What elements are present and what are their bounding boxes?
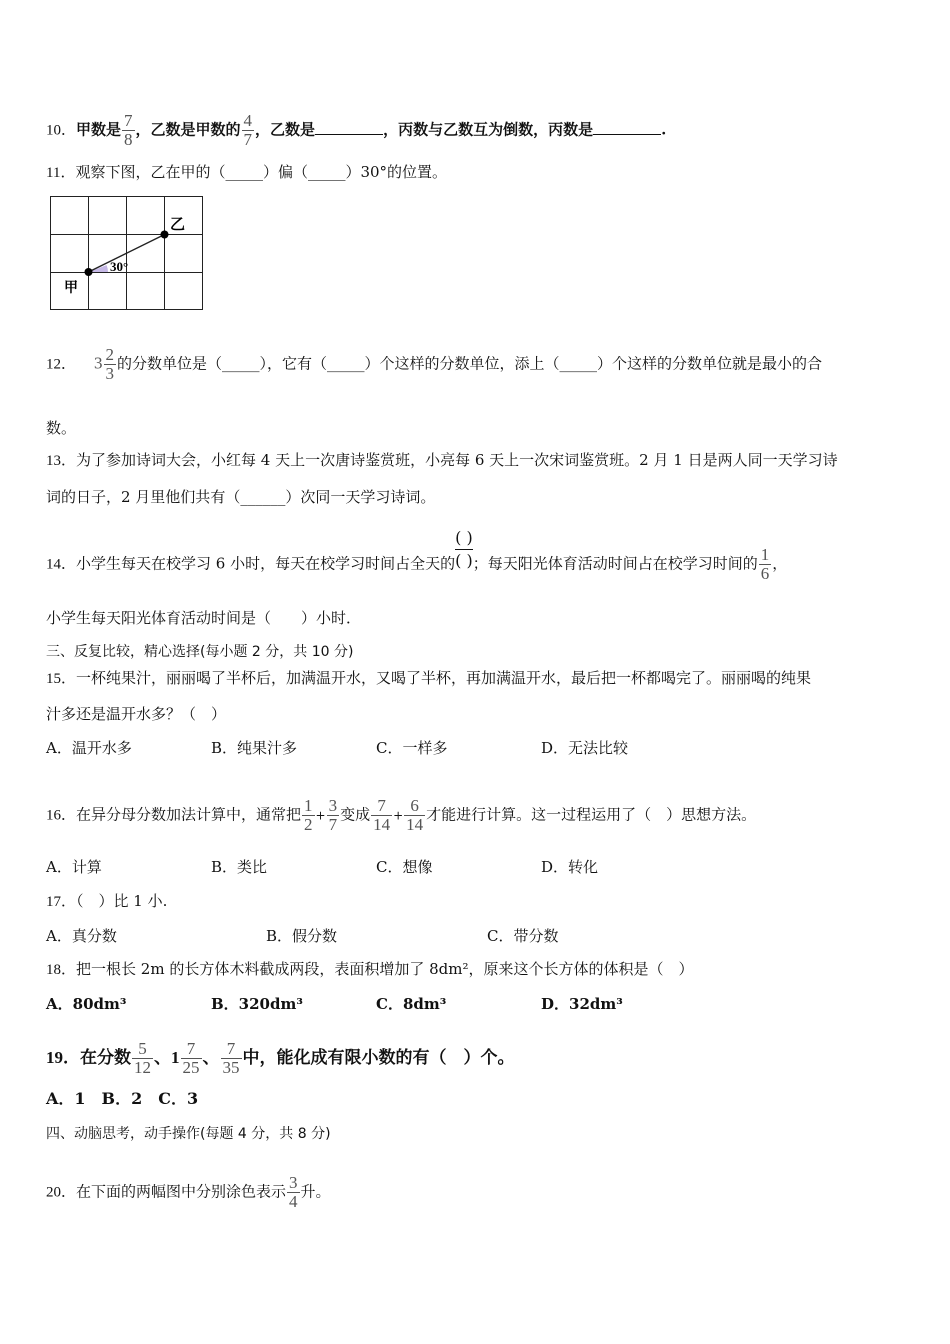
- q13-line2: 词的日子，2 月里他们共有（______）次同一天学习诗词。: [46, 488, 436, 506]
- fraction-7-14: $\frac{7}{14}$: [373, 796, 391, 834]
- question-number: 20．: [46, 1184, 77, 1201]
- question-11: [46, 162, 447, 183]
- q12-continuation: [46, 418, 76, 438]
- point-jia: [85, 268, 93, 276]
- question-18: [46, 959, 693, 980]
- q19-text-1: 在分数: [80, 1048, 131, 1068]
- question-19: [46, 1040, 515, 1077]
- q10-text-4: ，丙数与乙数互为倒数，丙数是: [383, 120, 594, 139]
- fraction-blank: [455, 527, 473, 572]
- question-number: 12．: [46, 356, 77, 373]
- plus-sign: +: [315, 808, 326, 823]
- question-15-line2: [46, 704, 226, 724]
- option-c[interactable]: C．带分数: [487, 927, 559, 945]
- option-c[interactable]: C．一样多: [376, 739, 448, 757]
- plus-sign: +: [393, 808, 404, 823]
- q20-text-1: 在下面的两幅图中分别涂色表示: [76, 1182, 287, 1201]
- question-14-line2: [46, 608, 361, 628]
- option-d[interactable]: D．转化: [541, 858, 599, 876]
- q14-line2: 小学生每天阳光体育活动时间是（ ）小时．: [46, 609, 362, 627]
- fraction-1-2: $\frac{1}{2}$: [304, 796, 313, 834]
- question-number: 11．: [46, 165, 76, 181]
- grid-svg: [50, 196, 203, 310]
- separator: 、: [202, 1048, 220, 1068]
- question-number: 10．: [46, 122, 77, 139]
- option-b[interactable]: B．320dm³: [211, 995, 303, 1013]
- option-a[interactable]: A．真分数: [46, 927, 117, 945]
- question-number: 15．: [46, 671, 77, 687]
- q10-text-3: ，乙数是: [255, 120, 316, 139]
- question-12: [46, 346, 822, 383]
- label-yi: 乙: [170, 215, 186, 233]
- question-number: 14．: [46, 556, 77, 573]
- option-d[interactable]: D．32dm³: [541, 995, 623, 1013]
- answer-blank[interactable]: [315, 120, 383, 135]
- label-jia: 甲: [64, 280, 78, 296]
- q10-text-5: .: [661, 120, 667, 139]
- q19-text-2: 中，能化成有限小数的有（ ）个。: [242, 1048, 515, 1068]
- option-b[interactable]: B．假分数: [266, 927, 338, 945]
- question-17: [46, 891, 167, 912]
- question-number: 13．: [46, 453, 77, 469]
- section-3-heading: [46, 642, 353, 662]
- option-c[interactable]: C．想像: [376, 858, 433, 876]
- question-10: [46, 112, 666, 149]
- q10-text-2: ，乙数是甲数的: [135, 120, 241, 139]
- q15-line1: 一杯纯果汁，丽丽喝了半杯后，加满温开水，又喝了半杯，再加满温开水，最后把一杯都喝完了。丽丽喝的纯果: [76, 669, 812, 687]
- q12-cont-text: 数。: [46, 419, 77, 437]
- denominator-blank[interactable]: ( ): [455, 551, 473, 570]
- option-c[interactable]: C．8dm³: [376, 995, 447, 1013]
- question-number: 18．: [46, 962, 77, 978]
- fraction-4-7: $\frac{4}{7}$: [243, 111, 253, 149]
- fraction-2-3: $\frac{2}{3}$: [105, 345, 115, 383]
- option-d[interactable]: D．无法比较: [541, 739, 629, 757]
- section-4-heading: [46, 1124, 331, 1144]
- angle-label: 30°: [110, 259, 129, 274]
- fraction-7-25: $\frac{7}{25}$: [182, 1039, 200, 1077]
- question-13: [46, 450, 838, 471]
- section-4-title: 四、动脑思考，动手操作(每题 4 分，共 8 分): [46, 1126, 331, 1142]
- option-a[interactable]: A．温开水多: [46, 739, 132, 757]
- question-14: [46, 528, 788, 583]
- point-yi: [161, 231, 169, 239]
- answer-blank[interactable]: [593, 120, 661, 135]
- direction-grid-figure: [50, 196, 203, 310]
- question-15: [46, 668, 811, 689]
- q18-text: 把一根长 2m 的长方体木料截成两段，表面积增加了 8dm²，原来这个长方体的体积是（ ）: [76, 960, 694, 978]
- question-20: [46, 1174, 331, 1211]
- fraction-3-4: $\frac{3}{4}$: [289, 1173, 298, 1211]
- option-b[interactable]: B．纯果汁多: [211, 739, 298, 757]
- numerator-blank[interactable]: ( ): [455, 528, 473, 547]
- option-a[interactable]: A．80dm³: [46, 995, 127, 1013]
- q16-text-3: 才能进行计算。这一过程运用了（ ）思想方法。: [426, 805, 757, 824]
- mixed-whole: 1: [171, 1048, 180, 1067]
- question-number: 17．: [46, 894, 77, 910]
- q13-line1: 为了参加诗词大会，小红每 4 天上一次唐诗鉴赏班，小亮每 6 天上一次宋词鉴赏班。2 月 1 日是两人同一天学习诗: [76, 451, 838, 469]
- q10-text-1: 甲数是: [76, 120, 122, 139]
- fraction-7-8: $\frac{7}{8}$: [124, 111, 133, 149]
- q16-text-2: 变成: [340, 805, 371, 824]
- fraction-6-14: $\frac{6}{14}$: [406, 796, 424, 834]
- fraction-5-12: $\frac{5}{12}$: [134, 1039, 151, 1077]
- q16-text-1: 在异分母分数加法计算中，通常把: [76, 805, 302, 824]
- section-3-title: 三、反复比较，精心选择(每小题 2 分，共 10 分): [46, 644, 354, 660]
- separator: 、: [154, 1048, 171, 1068]
- q11-text: 观察下图，乙在甲的（_____）偏（_____）30°的位置。: [75, 163, 448, 181]
- q14-text-1: 小学生每天在校学习 6 小时，每天在校学习时间占全天的: [76, 554, 456, 573]
- option-b[interactable]: B．类比: [211, 858, 268, 876]
- question-number: 16．: [46, 807, 77, 824]
- q14-text-3: ，: [772, 554, 788, 573]
- q12-text: 的分数单位是（_____），它有（_____）个这样的分数单位，添上（_____）个这样的分数单位就是最小的合: [117, 354, 823, 373]
- question-number: 19．: [46, 1048, 80, 1067]
- option-a[interactable]: A．计算: [46, 858, 102, 876]
- fraction-1-6: $\frac{1}{6}$: [760, 545, 770, 583]
- fraction-3-7: $\frac{3}{7}$: [328, 796, 338, 834]
- fraction-7-35: $\frac{7}{35}$: [222, 1039, 240, 1077]
- q20-text-2: 升。: [300, 1182, 331, 1201]
- q14-text-2: ；每天阳光体育活动时间占在校学习时间的: [472, 554, 758, 573]
- question-16: [46, 797, 756, 834]
- q15-line2: 汁多还是温开水多？（ ）: [46, 705, 227, 723]
- question-13-line2: [46, 487, 435, 507]
- q17-text: （ ）比 1 小.: [76, 892, 168, 910]
- q19-options[interactable]: A．1 B．2 C．3: [46, 1089, 199, 1108]
- mixed-whole: 3: [94, 353, 103, 373]
